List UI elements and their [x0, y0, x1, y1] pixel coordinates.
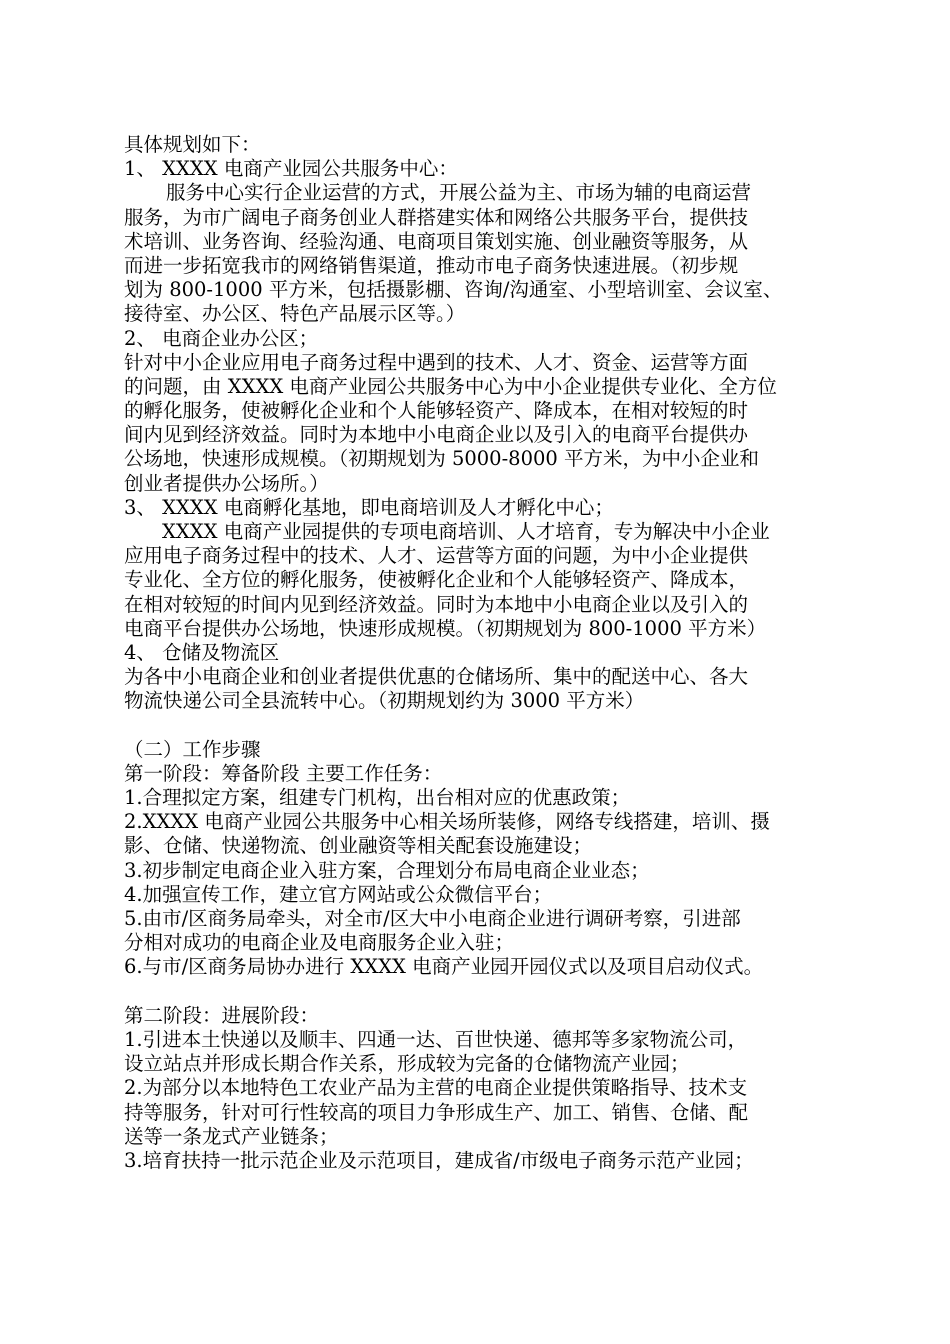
text-line: 具体规划如下：	[124, 133, 261, 156]
paragraph-line: 服务中心实行企业运营的方式，开展公益为主、市场为辅的电商运营	[166, 181, 752, 205]
blank-line	[124, 980, 866, 1004]
stage-heading-1: 第一阶段：筹备阶段 主要工作任务：	[124, 761, 443, 785]
paragraph-line: 专业化、全方位的孵化服务，使被孵化企业和个人能够轻资产、降成本，	[124, 568, 749, 592]
list-heading-1: 1、 XXXX 电商产业园公共服务中心：	[124, 157, 458, 181]
paragraph-line: 划为 800-1000 平方米，包括摄影棚、咨询/沟通室、小型培训室、会议室、	[124, 278, 783, 302]
paragraph-line: XXXX 电商产业园提供的专项电商培训、人才培育，专为解决中小企业	[162, 520, 770, 543]
paragraph-line: 术培训、业务咨询、经验沟通、电商项目策划实施、创业融资等服务，从	[124, 229, 749, 253]
task-item-cont: 影、仓储、快递物流、创业融资等相关配套设施建设；	[124, 834, 593, 858]
task-item: 5.由市/区商务局牵头，对全市/区大中小电商企业进行调研考察，引进部	[124, 907, 741, 930]
stage-heading-2: 第二阶段：进展阶段：	[124, 1003, 320, 1027]
paragraph-line: 物流快递公司全县流转中心。（初期规划约为 3000 平方米）	[124, 689, 645, 713]
list-heading-4: 4、 仓储及物流区	[124, 640, 280, 664]
section-heading: （二）工作步骤	[124, 737, 261, 761]
paragraph-line: 电商平台提供办公场地，快速形成规模。（初期规划为 800-1000 平方米）	[124, 616, 767, 640]
list-heading-2: 2、 电商企业办公区；	[124, 326, 319, 350]
task-item-cont: 设立站点并形成长期合作关系，形成较为完备的仓储物流产业园；	[124, 1052, 690, 1076]
document-body	[124, 133, 866, 1173]
blank-line	[124, 714, 866, 738]
task-item-cont: 分相对成功的电商企业及电商服务企业入驻；	[124, 931, 515, 955]
task-item: 2.XXXX 电商产业园公共服务中心相关场所装修，网络专线搭建，培训、摄	[124, 810, 770, 834]
paragraph-line: 间内见到经济效益。同时为本地中小电商企业以及引入的电商平台提供办	[124, 423, 749, 447]
paragraph-line: 在相对较短的时间内见到经济效益。同时为本地中小电商企业以及引入的	[124, 592, 749, 616]
task-item: 1.合理拟定方案，组建专门机构，出台相对应的优惠政策；	[124, 786, 631, 810]
task-item: 3.培育扶持一批示范企业及示范项目，建成省/市级电子商务示范产业园；	[124, 1148, 754, 1172]
paragraph-line: 创业者提供办公场所。）	[124, 471, 329, 495]
paragraph-line: 的问题，由 XXXX 电商产业园公共服务中心为中小企业提供专业化、全方位	[124, 374, 777, 398]
paragraph-line: 为各中小电商企业和创业者提供优惠的仓储场所、集中的配送中心、各大	[124, 665, 749, 689]
task-item-cont: 送等一条龙式产业链条；	[124, 1124, 339, 1148]
paragraph-line: 的孵化服务，使被孵化企业和个人能够轻资产、降成本，在相对较短的时	[124, 399, 749, 423]
list-heading-3: 3、 XXXX 电商孵化基地，即电商培训及人才孵化中心；	[124, 495, 614, 519]
paragraph-line: 应用电子商务过程中的技术、人才、运营等方面的问题，为中小企业提供	[124, 544, 749, 568]
task-item-cont: 持等服务，针对可行性较高的项目力争形成生产、加工、销售、仓储、配	[124, 1100, 749, 1124]
paragraph-line: 接待室、办公区、特色产品展示区等。）	[124, 302, 466, 326]
task-item: 2.为部分以本地特色工农业产品为主营的电商企业提供策略指导、技术支	[124, 1076, 748, 1100]
paragraph-line: 服务，为市广阔电子商务创业人群搭建实体和网络公共服务平台，提供技	[124, 205, 749, 229]
paragraph-line: 针对中小企业应用电子商务过程中遇到的技术、人才、资金、运营等方面	[124, 350, 749, 374]
paragraph-line: 而进一步拓宽我市的网络销售渠道，推动市电子商务快速进展。（初步规	[124, 253, 739, 277]
task-item: 3.初步制定电商企业入驻方案，合理划分布局电商企业业态；	[124, 858, 650, 882]
task-item: 4.加强宣传工作，建立官方网站或公众微信平台；	[124, 882, 553, 906]
paragraph-line: 公场地，快速形成规模。（初期规划为 5000-8000 平方米，为中小企业和	[124, 447, 759, 471]
task-item: 1.引进本土快递以及顺丰、四通一达、百世快递、德邦等多家物流公司，	[124, 1027, 748, 1051]
task-item: 6.与市/区商务局协办进行 XXXX 电商产业园开园仪式以及项目启动仪式。	[124, 955, 764, 979]
